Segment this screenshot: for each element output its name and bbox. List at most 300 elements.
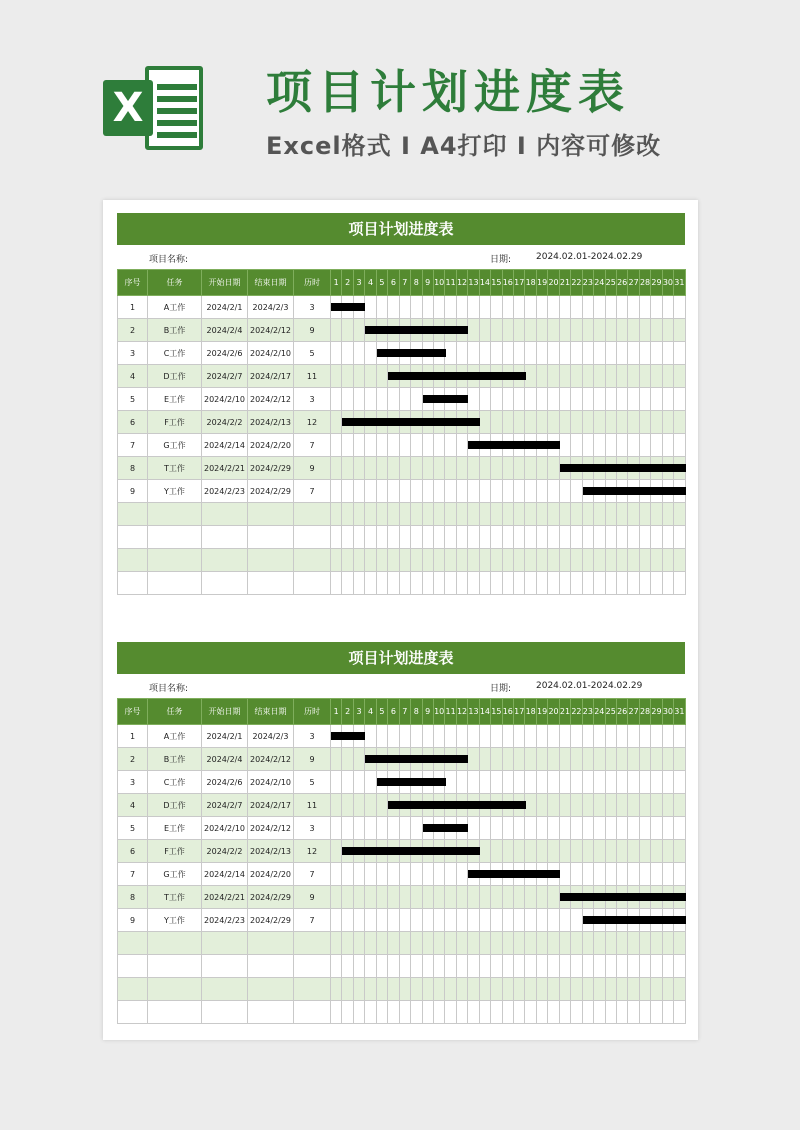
day-header: 22 bbox=[571, 270, 582, 296]
calendar-cell bbox=[605, 388, 616, 411]
calendar-cell bbox=[582, 771, 593, 794]
calendar-cell bbox=[399, 480, 410, 503]
calendar-cell bbox=[342, 794, 353, 817]
row-index: 6 bbox=[118, 840, 148, 863]
task-name: G工作 bbox=[148, 863, 202, 886]
calendar-cell bbox=[456, 771, 467, 794]
empty-cell bbox=[662, 932, 673, 955]
calendar-cell bbox=[365, 817, 376, 840]
calendar-cell bbox=[491, 771, 502, 794]
header-row bbox=[118, 270, 686, 296]
calendar-cell bbox=[571, 365, 582, 388]
empty-cell bbox=[525, 1001, 536, 1024]
start-date: 2024/2/14 bbox=[202, 863, 248, 886]
calendar-cell bbox=[456, 296, 467, 319]
gantt-bar bbox=[560, 893, 686, 901]
calendar-cell bbox=[331, 909, 342, 932]
start-date: 2024/2/23 bbox=[202, 909, 248, 932]
empty-cell bbox=[148, 549, 202, 572]
empty-cell bbox=[433, 1001, 444, 1024]
empty-cell bbox=[456, 978, 467, 1001]
calendar-cell bbox=[525, 771, 536, 794]
empty-cell bbox=[674, 572, 685, 595]
calendar-cell bbox=[674, 434, 685, 457]
calendar-cell bbox=[548, 748, 559, 771]
empty-cell bbox=[491, 1001, 502, 1024]
empty-cell bbox=[594, 978, 605, 1001]
day-header: 22 bbox=[571, 699, 582, 725]
calendar-cell bbox=[639, 411, 650, 434]
day-header: 3 bbox=[353, 270, 364, 296]
empty-cell bbox=[411, 978, 422, 1001]
calendar-cell bbox=[468, 388, 479, 411]
calendar-cell bbox=[662, 863, 673, 886]
empty-cell bbox=[468, 503, 479, 526]
calendar-cell bbox=[639, 794, 650, 817]
calendar-cell bbox=[514, 480, 525, 503]
calendar-cell bbox=[639, 342, 650, 365]
calendar-cell bbox=[536, 886, 547, 909]
row-index: 6 bbox=[118, 411, 148, 434]
calendar-cell bbox=[502, 817, 513, 840]
empty-cell bbox=[433, 549, 444, 572]
empty-cell bbox=[353, 932, 364, 955]
end-date: 2024/2/3 bbox=[248, 725, 294, 748]
calendar-cell bbox=[502, 771, 513, 794]
empty-cell bbox=[248, 955, 294, 978]
day-header: 13 bbox=[468, 699, 479, 725]
calendar-cell bbox=[628, 434, 639, 457]
calendar-cell bbox=[514, 771, 525, 794]
calendar-cell bbox=[376, 863, 387, 886]
calendar-cell bbox=[331, 434, 342, 457]
empty-cell bbox=[456, 1001, 467, 1024]
calendar-cell bbox=[674, 794, 685, 817]
calendar-cell bbox=[548, 411, 559, 434]
empty-cell bbox=[662, 955, 673, 978]
calendar-cell bbox=[331, 342, 342, 365]
empty-cell bbox=[582, 978, 593, 1001]
calendar-cell bbox=[605, 794, 616, 817]
day-header: 8 bbox=[411, 699, 422, 725]
empty-cell bbox=[148, 932, 202, 955]
calendar-cell bbox=[433, 457, 444, 480]
empty-cell bbox=[639, 955, 650, 978]
empty-cell bbox=[662, 1001, 673, 1024]
day-header: 12 bbox=[456, 699, 467, 725]
task-name: C工作 bbox=[148, 342, 202, 365]
empty-cell bbox=[468, 932, 479, 955]
calendar-cell bbox=[342, 480, 353, 503]
gantt-bar bbox=[377, 778, 446, 786]
empty-cell bbox=[582, 572, 593, 595]
empty-row bbox=[118, 955, 686, 978]
calendar-cell bbox=[411, 863, 422, 886]
empty-row bbox=[118, 1001, 686, 1024]
calendar-cell bbox=[331, 365, 342, 388]
task-row bbox=[118, 748, 686, 771]
calendar-cell bbox=[525, 388, 536, 411]
calendar-cell bbox=[331, 388, 342, 411]
empty-cell bbox=[411, 955, 422, 978]
calendar-cell bbox=[456, 434, 467, 457]
calendar-cell bbox=[639, 388, 650, 411]
calendar-cell bbox=[639, 296, 650, 319]
empty-cell bbox=[479, 978, 490, 1001]
calendar-cell bbox=[491, 909, 502, 932]
calendar-cell bbox=[479, 480, 490, 503]
empty-cell bbox=[594, 932, 605, 955]
start-date: 2024/2/1 bbox=[202, 725, 248, 748]
empty-cell bbox=[594, 503, 605, 526]
gantt-bar bbox=[468, 441, 560, 449]
empty-cell bbox=[248, 1001, 294, 1024]
col-start-header: 开始日期 bbox=[202, 270, 248, 296]
empty-cell bbox=[616, 955, 627, 978]
empty-cell bbox=[445, 978, 456, 1001]
empty-cell bbox=[502, 1001, 513, 1024]
empty-cell bbox=[491, 572, 502, 595]
row-index: 1 bbox=[118, 296, 148, 319]
empty-cell bbox=[594, 1001, 605, 1024]
calendar-cell bbox=[342, 434, 353, 457]
task-row bbox=[118, 388, 686, 411]
empty-cell bbox=[365, 1001, 376, 1024]
calendar-cell bbox=[422, 886, 433, 909]
project-name-label: 项目名称: bbox=[149, 255, 189, 265]
task-name: T工作 bbox=[148, 457, 202, 480]
empty-cell bbox=[674, 978, 685, 1001]
empty-cell bbox=[376, 978, 387, 1001]
calendar-cell bbox=[399, 909, 410, 932]
task-row bbox=[118, 886, 686, 909]
calendar-cell bbox=[353, 434, 364, 457]
task-row bbox=[118, 434, 686, 457]
empty-cell bbox=[422, 955, 433, 978]
empty-cell bbox=[118, 978, 148, 1001]
calendar-cell bbox=[456, 725, 467, 748]
empty-cell bbox=[365, 526, 376, 549]
empty-row bbox=[118, 549, 686, 572]
calendar-cell bbox=[479, 725, 490, 748]
empty-cell bbox=[605, 932, 616, 955]
calendar-cell bbox=[582, 794, 593, 817]
empty-cell bbox=[376, 526, 387, 549]
calendar-cell bbox=[594, 794, 605, 817]
col-task-header: 任务 bbox=[148, 270, 202, 296]
calendar-cell bbox=[479, 296, 490, 319]
empty-cell bbox=[559, 978, 570, 1001]
empty-cell bbox=[456, 526, 467, 549]
empty-cell bbox=[582, 503, 593, 526]
calendar-cell bbox=[365, 434, 376, 457]
empty-row bbox=[118, 526, 686, 549]
calendar-cell bbox=[353, 748, 364, 771]
calendar-cell bbox=[445, 886, 456, 909]
empty-row bbox=[118, 503, 686, 526]
empty-cell bbox=[502, 549, 513, 572]
calendar-cell bbox=[514, 388, 525, 411]
calendar-cell bbox=[628, 863, 639, 886]
calendar-cell bbox=[662, 342, 673, 365]
empty-cell bbox=[491, 549, 502, 572]
calendar-cell bbox=[662, 388, 673, 411]
calendar-cell bbox=[422, 725, 433, 748]
duration: 9 bbox=[294, 319, 331, 342]
end-date: 2024/2/20 bbox=[248, 863, 294, 886]
gantt-bar bbox=[342, 418, 479, 426]
col-task-header: 任务 bbox=[148, 699, 202, 725]
empty-cell bbox=[571, 572, 582, 595]
calendar-cell bbox=[616, 411, 627, 434]
day-header: 12 bbox=[456, 270, 467, 296]
task-name: A工作 bbox=[148, 296, 202, 319]
calendar-cell bbox=[468, 748, 479, 771]
calendar-cell bbox=[491, 480, 502, 503]
empty-cell bbox=[479, 526, 490, 549]
start-date: 2024/2/1 bbox=[202, 296, 248, 319]
calendar-cell bbox=[605, 817, 616, 840]
empty-cell bbox=[433, 978, 444, 1001]
calendar-cell bbox=[594, 748, 605, 771]
empty-cell bbox=[399, 549, 410, 572]
empty-cell bbox=[388, 1001, 399, 1024]
empty-cell bbox=[662, 526, 673, 549]
calendar-cell bbox=[548, 457, 559, 480]
empty-cell bbox=[616, 503, 627, 526]
empty-cell bbox=[479, 1001, 490, 1024]
empty-cell bbox=[662, 503, 673, 526]
empty-cell bbox=[248, 978, 294, 1001]
empty-cell bbox=[616, 1001, 627, 1024]
empty-cell bbox=[331, 955, 342, 978]
gantt-bar bbox=[388, 801, 525, 809]
task-row bbox=[118, 794, 686, 817]
empty-cell bbox=[456, 549, 467, 572]
logo-sheet bbox=[145, 66, 203, 150]
empty-cell bbox=[628, 932, 639, 955]
calendar-cell bbox=[662, 296, 673, 319]
empty-cell bbox=[365, 955, 376, 978]
calendar-cell bbox=[331, 296, 342, 319]
empty-cell bbox=[411, 549, 422, 572]
empty-cell bbox=[582, 549, 593, 572]
empty-row bbox=[118, 572, 686, 595]
col-index-header: 序号 bbox=[118, 270, 148, 296]
calendar-cell bbox=[514, 457, 525, 480]
empty-cell bbox=[559, 1001, 570, 1024]
sheet-title: 项目计划进度表 bbox=[117, 642, 685, 674]
calendar-cell bbox=[616, 319, 627, 342]
calendar-cell bbox=[468, 319, 479, 342]
duration: 12 bbox=[294, 840, 331, 863]
calendar-cell bbox=[536, 342, 547, 365]
calendar-cell bbox=[502, 886, 513, 909]
calendar-cell bbox=[594, 863, 605, 886]
calendar-cell bbox=[639, 434, 650, 457]
gantt-sheet-2 bbox=[117, 642, 685, 1024]
calendar-cell bbox=[594, 411, 605, 434]
calendar-cell bbox=[662, 771, 673, 794]
calendar-cell bbox=[445, 863, 456, 886]
task-row bbox=[118, 457, 686, 480]
empty-cell bbox=[331, 932, 342, 955]
calendar-cell bbox=[616, 342, 627, 365]
calendar-cell bbox=[559, 342, 570, 365]
calendar-cell bbox=[479, 886, 490, 909]
calendar-cell bbox=[651, 817, 662, 840]
empty-cell bbox=[536, 549, 547, 572]
empty-cell bbox=[548, 549, 559, 572]
day-header: 18 bbox=[525, 699, 536, 725]
calendar-cell bbox=[525, 748, 536, 771]
calendar-cell bbox=[605, 863, 616, 886]
start-date: 2024/2/14 bbox=[202, 434, 248, 457]
empty-cell bbox=[118, 955, 148, 978]
row-index: 9 bbox=[118, 909, 148, 932]
empty-cell bbox=[674, 955, 685, 978]
start-date: 2024/2/7 bbox=[202, 365, 248, 388]
date-label: 日期: bbox=[490, 255, 512, 265]
calendar-cell bbox=[536, 748, 547, 771]
calendar-cell bbox=[445, 434, 456, 457]
calendar-cell bbox=[433, 296, 444, 319]
calendar-cell bbox=[616, 365, 627, 388]
empty-cell bbox=[514, 955, 525, 978]
empty-cell bbox=[148, 572, 202, 595]
calendar-cell bbox=[605, 434, 616, 457]
empty-cell bbox=[639, 526, 650, 549]
empty-cell bbox=[559, 955, 570, 978]
empty-cell bbox=[248, 932, 294, 955]
task-name: F工作 bbox=[148, 411, 202, 434]
calendar-cell bbox=[331, 480, 342, 503]
day-header: 31 bbox=[674, 699, 685, 725]
calendar-cell bbox=[502, 725, 513, 748]
task-name: D工作 bbox=[148, 365, 202, 388]
calendar-cell bbox=[525, 457, 536, 480]
calendar-cell bbox=[674, 411, 685, 434]
calendar-cell bbox=[331, 886, 342, 909]
empty-cell bbox=[331, 572, 342, 595]
calendar-cell bbox=[616, 748, 627, 771]
calendar-cell bbox=[605, 342, 616, 365]
calendar-cell bbox=[422, 434, 433, 457]
calendar-cell bbox=[365, 771, 376, 794]
empty-cell bbox=[365, 572, 376, 595]
row-index: 9 bbox=[118, 480, 148, 503]
end-date: 2024/2/29 bbox=[248, 909, 294, 932]
calendar-cell bbox=[502, 319, 513, 342]
empty-cell bbox=[514, 526, 525, 549]
empty-cell bbox=[571, 955, 582, 978]
empty-cell bbox=[536, 978, 547, 1001]
calendar-cell bbox=[502, 342, 513, 365]
calendar-cell bbox=[342, 457, 353, 480]
empty-cell bbox=[353, 572, 364, 595]
duration: 7 bbox=[294, 480, 331, 503]
calendar-cell bbox=[376, 794, 387, 817]
empty-cell bbox=[502, 955, 513, 978]
day-header: 24 bbox=[594, 270, 605, 296]
empty-cell bbox=[422, 549, 433, 572]
end-date: 2024/2/13 bbox=[248, 840, 294, 863]
calendar-cell bbox=[651, 365, 662, 388]
empty-cell bbox=[628, 572, 639, 595]
calendar-cell bbox=[525, 296, 536, 319]
calendar-cell bbox=[571, 296, 582, 319]
calendar-cell bbox=[525, 411, 536, 434]
day-header: 15 bbox=[491, 699, 502, 725]
calendar-cell bbox=[433, 886, 444, 909]
task-name: C工作 bbox=[148, 771, 202, 794]
calendar-cell bbox=[628, 296, 639, 319]
calendar-cell bbox=[445, 457, 456, 480]
duration: 12 bbox=[294, 411, 331, 434]
empty-cell bbox=[616, 526, 627, 549]
end-date: 2024/2/29 bbox=[248, 480, 294, 503]
calendar-cell bbox=[571, 388, 582, 411]
empty-cell bbox=[422, 978, 433, 1001]
calendar-cell bbox=[536, 725, 547, 748]
empty-cell bbox=[582, 955, 593, 978]
calendar-cell bbox=[365, 342, 376, 365]
end-date: 2024/2/12 bbox=[248, 319, 294, 342]
calendar-cell bbox=[479, 319, 490, 342]
calendar-cell bbox=[502, 457, 513, 480]
calendar-cell bbox=[331, 411, 342, 434]
day-header: 1 bbox=[331, 270, 342, 296]
day-header: 23 bbox=[582, 699, 593, 725]
calendar-cell bbox=[616, 794, 627, 817]
empty-cell bbox=[628, 503, 639, 526]
calendar-cell bbox=[639, 319, 650, 342]
calendar-cell bbox=[548, 794, 559, 817]
empty-cell bbox=[639, 572, 650, 595]
day-header: 28 bbox=[639, 270, 650, 296]
end-date: 2024/2/10 bbox=[248, 771, 294, 794]
calendar-cell bbox=[411, 434, 422, 457]
task-name: T工作 bbox=[148, 886, 202, 909]
calendar-cell bbox=[479, 388, 490, 411]
calendar-cell bbox=[445, 725, 456, 748]
task-row bbox=[118, 817, 686, 840]
calendar-cell bbox=[605, 748, 616, 771]
empty-cell bbox=[376, 549, 387, 572]
empty-cell bbox=[628, 955, 639, 978]
calendar-cell bbox=[376, 817, 387, 840]
calendar-cell bbox=[605, 411, 616, 434]
calendar-cell bbox=[674, 840, 685, 863]
empty-cell bbox=[639, 978, 650, 1001]
empty-cell bbox=[294, 549, 331, 572]
calendar-cell bbox=[445, 771, 456, 794]
calendar-cell bbox=[605, 840, 616, 863]
empty-cell bbox=[605, 549, 616, 572]
calendar-cell bbox=[628, 840, 639, 863]
empty-cell bbox=[148, 978, 202, 1001]
empty-cell bbox=[422, 1001, 433, 1024]
duration: 3 bbox=[294, 388, 331, 411]
calendar-cell bbox=[514, 909, 525, 932]
empty-cell bbox=[536, 572, 547, 595]
empty-cell bbox=[662, 549, 673, 572]
calendar-cell bbox=[468, 886, 479, 909]
calendar-cell bbox=[514, 296, 525, 319]
empty-cell bbox=[514, 932, 525, 955]
duration: 3 bbox=[294, 817, 331, 840]
calendar-cell bbox=[491, 411, 502, 434]
